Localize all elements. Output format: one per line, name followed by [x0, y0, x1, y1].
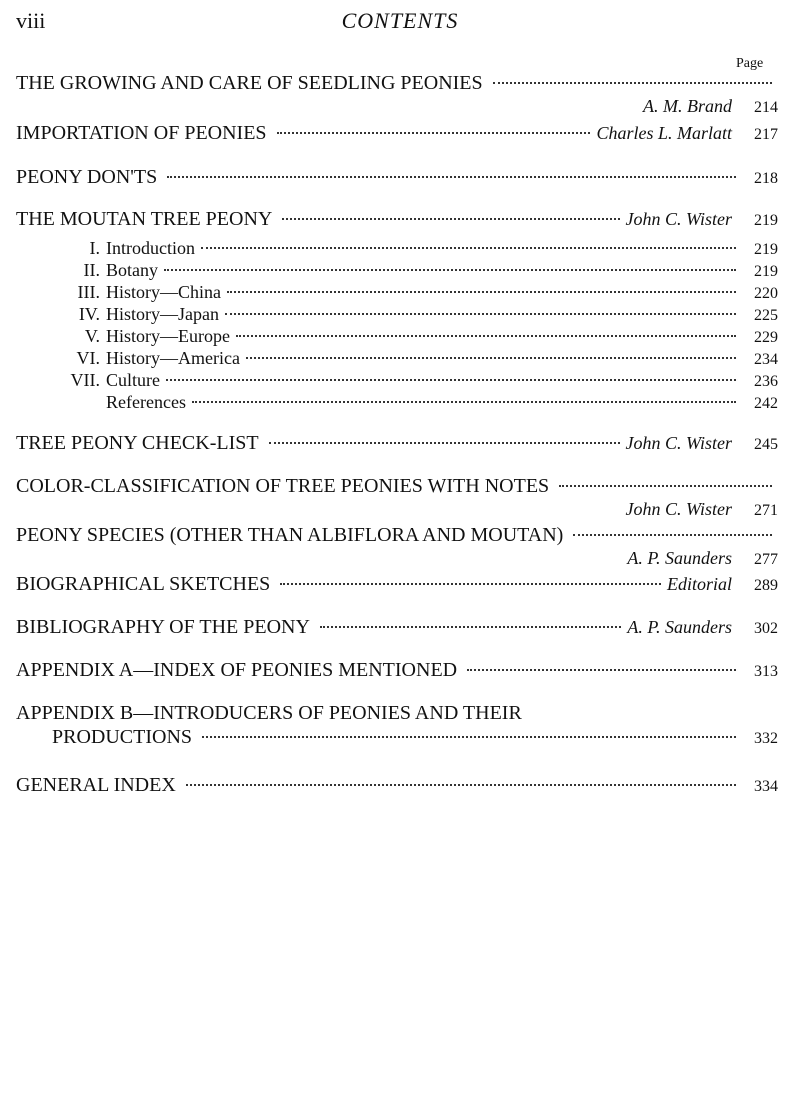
- dot-leader: [282, 218, 619, 220]
- dot-leader: [186, 784, 736, 786]
- subsection-row: [38, 326, 778, 348]
- toc-entry-appendix-a: [16, 659, 778, 683]
- section-page: 220: [754, 285, 778, 302]
- entry-author: John C. Wister: [625, 209, 732, 229]
- section-title: History—Japan: [106, 304, 219, 324]
- moutan-subsections: [38, 238, 778, 414]
- entry-page: 271: [754, 502, 778, 519]
- entry-page: 332: [754, 730, 778, 747]
- entry-title: COLOR-CLASSIFICATION OF TREE PEONIES WITH NOTES: [16, 475, 553, 498]
- section-title: References: [106, 392, 186, 412]
- entry-title: PEONY SPECIES (OTHER THAN ALBIFLORA AND MOUTAN): [16, 524, 567, 547]
- entry-title: IMPORTATION OF PEONIES: [16, 122, 271, 145]
- entry-title: BIBLIOGRAPHY OF THE PEONY: [16, 616, 314, 639]
- entry-page: 302: [754, 620, 778, 637]
- subsection-row: [38, 282, 778, 304]
- entry-page: 277: [754, 551, 778, 568]
- entry-author: Editorial: [666, 574, 732, 594]
- dot-leader: [280, 583, 661, 585]
- section-numeral: II.: [83, 260, 100, 280]
- subsection-row: [38, 238, 778, 260]
- toc-entry-biographical: [16, 573, 778, 597]
- entry-page: 218: [754, 170, 778, 187]
- section-title: History—Europe: [106, 326, 230, 346]
- dot-leader: [192, 401, 736, 403]
- entry-page: 214: [754, 99, 778, 116]
- entry-title-continued: PRODUCTIONS: [52, 726, 196, 749]
- entry-title: PEONY DON'TS: [16, 166, 161, 189]
- entry-author: A. P. Saunders: [627, 548, 732, 568]
- dot-leader: [167, 176, 736, 178]
- section-page: 236: [754, 373, 778, 390]
- section-title: Culture: [106, 370, 160, 390]
- subsection-row: [38, 348, 778, 370]
- dot-leader: [166, 379, 736, 381]
- subsection-row: [38, 260, 778, 282]
- entry-page: 313: [754, 663, 778, 680]
- entry-title: TREE PEONY CHECK-LIST: [16, 432, 263, 455]
- section-numeral: V.: [84, 326, 100, 346]
- toc-entry-peony-donts: [16, 166, 778, 190]
- toc-entry-check-list: [16, 432, 778, 456]
- page-column-label: Page: [736, 56, 764, 71]
- toc-entry-general-index: [16, 774, 778, 798]
- dot-leader: [573, 534, 772, 536]
- entry-title: APPENDIX A—INDEX OF PEONIES MENTIONED: [16, 659, 461, 682]
- dot-leader: [201, 247, 736, 249]
- entry-author: Charles L. Marlatt: [596, 123, 732, 143]
- dot-leader: [202, 736, 736, 738]
- section-numeral: IV.: [78, 304, 100, 324]
- dot-leader: [227, 291, 736, 293]
- section-page: 225: [754, 307, 778, 324]
- toc-entry-importation: [16, 122, 778, 146]
- subsection-row: [38, 392, 778, 414]
- toc-entry-peony-species: [16, 524, 778, 570]
- toc-entry-seedling-peonies: [16, 72, 778, 118]
- entry-page: 289: [754, 577, 778, 594]
- toc-entry-moutan: [16, 208, 778, 232]
- dot-leader: [246, 357, 736, 359]
- entry-page: 217: [754, 126, 778, 143]
- dot-leader: [559, 485, 772, 487]
- entry-author: A. M. Brand: [643, 96, 732, 116]
- toc-entry-bibliography: [16, 616, 778, 640]
- dot-leader: [493, 82, 772, 84]
- dot-leader: [164, 269, 736, 271]
- section-numeral: I.: [89, 238, 100, 258]
- section-page: 234: [754, 351, 778, 368]
- section-title: History—America: [106, 348, 240, 368]
- entry-title: APPENDIX B—INTRODUCERS OF PEONIES AND THEIR: [16, 702, 526, 725]
- entry-author: John C. Wister: [625, 499, 732, 519]
- toc-entry-appendix-b: [16, 702, 778, 750]
- subsection-row: [38, 370, 778, 392]
- dot-leader: [467, 669, 736, 671]
- entry-title: THE GROWING AND CARE OF SEEDLING PEONIES: [16, 72, 487, 95]
- entry-page: 334: [754, 778, 778, 795]
- dot-leader: [225, 313, 736, 315]
- dot-leader: [320, 626, 621, 628]
- section-numeral: III.: [77, 282, 100, 302]
- section-title: Introduction: [106, 238, 195, 258]
- section-numeral: VII.: [70, 370, 100, 390]
- entry-title: GENERAL INDEX: [16, 774, 180, 797]
- page-number: viii: [16, 8, 46, 33]
- section-title: History—China: [106, 282, 221, 302]
- dot-leader: [236, 335, 736, 337]
- section-page: 229: [754, 329, 778, 346]
- entry-title: BIOGRAPHICAL SKETCHES: [16, 573, 274, 596]
- entry-author: A. P. Saunders: [627, 617, 732, 637]
- section-page: 242: [754, 395, 778, 412]
- subsection-row: [38, 304, 778, 326]
- page-title: CONTENTS: [341, 8, 459, 33]
- section-numeral: VI.: [76, 348, 100, 368]
- entry-page: 219: [754, 212, 778, 229]
- entry-page: 245: [754, 436, 778, 453]
- entry-title: THE MOUTAN TREE PEONY: [16, 208, 276, 231]
- section-page: 219: [754, 241, 778, 258]
- section-page: 219: [754, 263, 778, 280]
- toc-entry-color-classification: [16, 475, 778, 521]
- entry-author: John C. Wister: [625, 433, 732, 453]
- dot-leader: [277, 132, 591, 134]
- dot-leader: [269, 442, 620, 444]
- section-title: Botany: [106, 260, 158, 280]
